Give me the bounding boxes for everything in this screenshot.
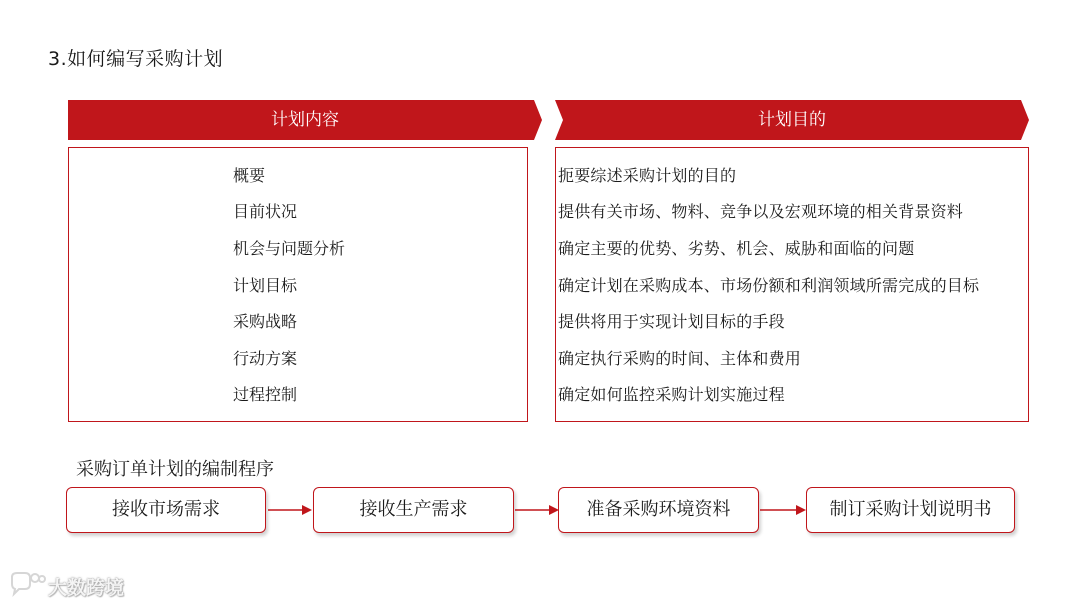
arrow-right-icon — [760, 502, 806, 518]
list-item: 过程控制 — [233, 385, 298, 404]
procedure-step: 制订采购计划说明书 — [806, 487, 1015, 533]
chat-bubble-logo-icon — [8, 571, 46, 599]
plan-purpose-header-label: 计划目的 — [758, 110, 826, 130]
procedure-title: 采购订单计划的编制程序 — [76, 459, 274, 480]
list-item: 提供有关市场、物料、竞争以及宏观环境的相关背景资料 — [558, 202, 964, 221]
list-item: 计划目标 — [233, 276, 298, 295]
list-item: 机会与问题分析 — [233, 239, 346, 258]
list-item: 确定执行采购的时间、主体和费用 — [558, 349, 802, 368]
plan-content-header — [68, 100, 542, 140]
list-item: 扼要综述采购计划的目的 — [558, 166, 737, 185]
procedure-step: 准备采购环境资料 — [558, 487, 759, 533]
procedure-step: 接收生产需求 — [313, 487, 514, 533]
plan-content-box — [68, 147, 528, 422]
plan-purpose-header — [555, 100, 1029, 140]
watermark-text: 大数跨境 — [48, 577, 125, 599]
arrow-right-icon — [268, 502, 312, 518]
plan-purpose-box — [555, 147, 1029, 422]
arrow-right-icon — [515, 502, 559, 518]
procedure-step: 接收市场需求 — [66, 487, 266, 533]
list-item: 确定如何监控采购计划实施过程 — [558, 385, 785, 404]
list-item: 目前状况 — [233, 202, 298, 221]
plan-content-header-label: 计划内容 — [271, 110, 339, 130]
list-item: 行动方案 — [233, 349, 298, 368]
page-title: 3.如何编写采购计划 — [48, 48, 224, 70]
list-item: 概要 — [233, 166, 266, 185]
list-item: 确定主要的优势、劣势、机会、威胁和面临的问题 — [558, 239, 915, 258]
list-item: 提供将用于实现计划目标的手段 — [558, 312, 785, 331]
list-item: 采购战略 — [233, 312, 298, 331]
list-item: 确定计划在采购成本、市场份额和利润领域所需完成的目标 — [558, 276, 980, 295]
